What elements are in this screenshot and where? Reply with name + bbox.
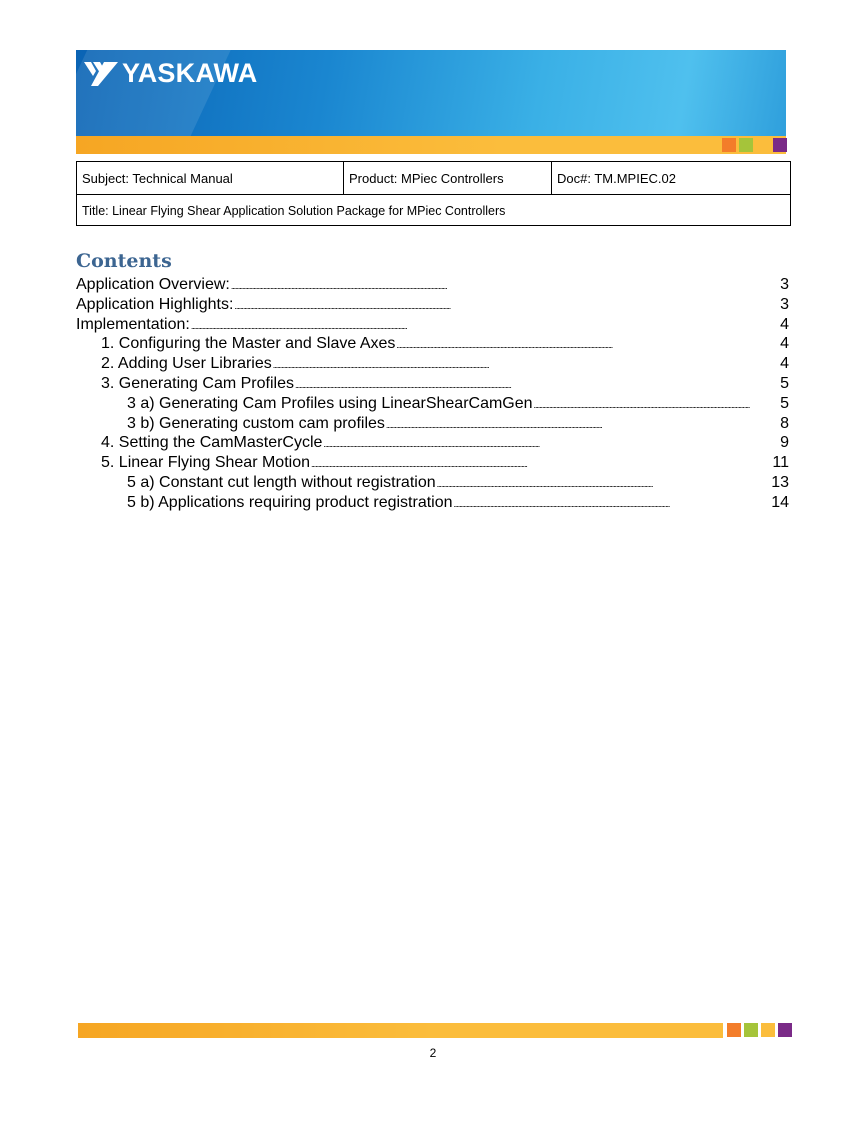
toc-page-number: 5 — [780, 394, 789, 412]
title-cell: Title: Linear Flying Shear Application Solution Package for MPiec Controllers — [82, 203, 506, 218]
toc-leader-dots — [295, 380, 778, 390]
toc-page-number: 3 — [780, 295, 789, 313]
toc-entry-text: 2. Adding User Libraries — [101, 355, 272, 373]
toc-leader-dots — [534, 400, 778, 410]
toc-leader-dots — [386, 420, 778, 430]
toc-entry-text: 5. Linear Flying Shear Motion — [101, 454, 310, 472]
toc-entry-text: 5 b) Applications requiring product registration — [127, 493, 453, 511]
toc-entry-custom-cam-profiles[interactable] — [76, 415, 789, 435]
toc-page-number: 4 — [780, 315, 789, 333]
logo-text: YASKAWA — [122, 58, 258, 88]
toc-page-number: 14 — [771, 493, 789, 511]
toc-leader-dots — [396, 340, 778, 350]
toc-entry-text: 3 a) Generating Cam Profiles using LinearShearCamGen — [127, 394, 533, 412]
purple-square — [773, 138, 787, 152]
toc-page-number: 13 — [771, 473, 789, 491]
yellow-square — [756, 138, 770, 152]
toc-page-number: 4 — [780, 335, 789, 353]
toc-page-number: 3 — [780, 276, 789, 293]
header-banner — [76, 50, 786, 136]
footer-stripe — [78, 1023, 723, 1038]
toc-page-number: 11 — [772, 454, 789, 472]
toc-page-number: 9 — [780, 434, 789, 452]
header-stripe — [76, 136, 786, 154]
table-of-contents — [76, 276, 789, 514]
yaskawa-logo — [84, 58, 257, 89]
subject-cell: Subject: Technical Manual — [77, 162, 344, 194]
green-square — [739, 138, 753, 152]
header-color-squares — [722, 138, 787, 152]
green-square — [744, 1023, 758, 1037]
toc-leader-dots — [234, 301, 778, 311]
toc-leader-dots — [323, 439, 778, 449]
toc-entry-text: 1. Configuring the Master and Slave Axes — [101, 335, 396, 353]
toc-entry-linearshearcamgen[interactable] — [76, 395, 789, 415]
toc-leader-dots — [191, 321, 778, 331]
orange-square — [722, 138, 736, 152]
doc-number-cell: Doc#: TM.MPIEC.02 — [557, 170, 676, 186]
page-number: 2 — [429, 1046, 437, 1060]
toc-entry-flying-shear-motion[interactable] — [76, 454, 789, 474]
toc-entry-text: 3 b) Generating custom cam profiles — [127, 414, 385, 432]
toc-entry-generating-cam-profiles[interactable] — [76, 375, 789, 395]
toc-page-number: 4 — [780, 355, 789, 373]
toc-entry-cammastercycle[interactable] — [76, 434, 789, 454]
toc-entry-application-highlights[interactable] — [76, 296, 789, 316]
toc-entry-configuring-axes[interactable] — [76, 335, 789, 355]
toc-entry-text: 4. Setting the CamMasterCycle — [101, 434, 323, 452]
contents-heading: Contents — [76, 250, 172, 272]
toc-entry-text: Implementation: — [76, 315, 190, 333]
info-table-row — [77, 162, 790, 195]
yellow-square — [761, 1023, 775, 1037]
purple-square — [778, 1023, 792, 1037]
toc-leader-dots — [454, 499, 771, 509]
toc-entry-text: Application Overview: — [76, 276, 230, 293]
product-cell: Product: MPiec Controllers — [344, 162, 552, 194]
toc-leader-dots — [311, 459, 771, 469]
toc-entry-adding-user-libraries[interactable] — [76, 355, 789, 375]
yaskawa-logo-icon — [84, 62, 118, 86]
orange-square — [727, 1023, 741, 1037]
toc-page-number: 8 — [780, 414, 789, 432]
document-info-table — [76, 161, 791, 226]
toc-entry-application-overview[interactable] — [76, 276, 789, 296]
toc-leader-dots — [231, 281, 778, 291]
toc-page-number: 5 — [780, 374, 789, 392]
footer-color-squares — [727, 1023, 792, 1037]
toc-entry-text: 5 a) Constant cut length without registration — [127, 473, 436, 491]
toc-entry-product-registration[interactable] — [76, 494, 789, 514]
toc-leader-dots — [273, 360, 778, 370]
toc-entry-text: 3. Generating Cam Profiles — [101, 374, 294, 392]
toc-leader-dots — [437, 479, 771, 489]
toc-entry-constant-cut-length[interactable] — [76, 474, 789, 494]
toc-entry-implementation[interactable] — [76, 316, 789, 336]
toc-entry-text: Application Highlights: — [76, 295, 234, 313]
